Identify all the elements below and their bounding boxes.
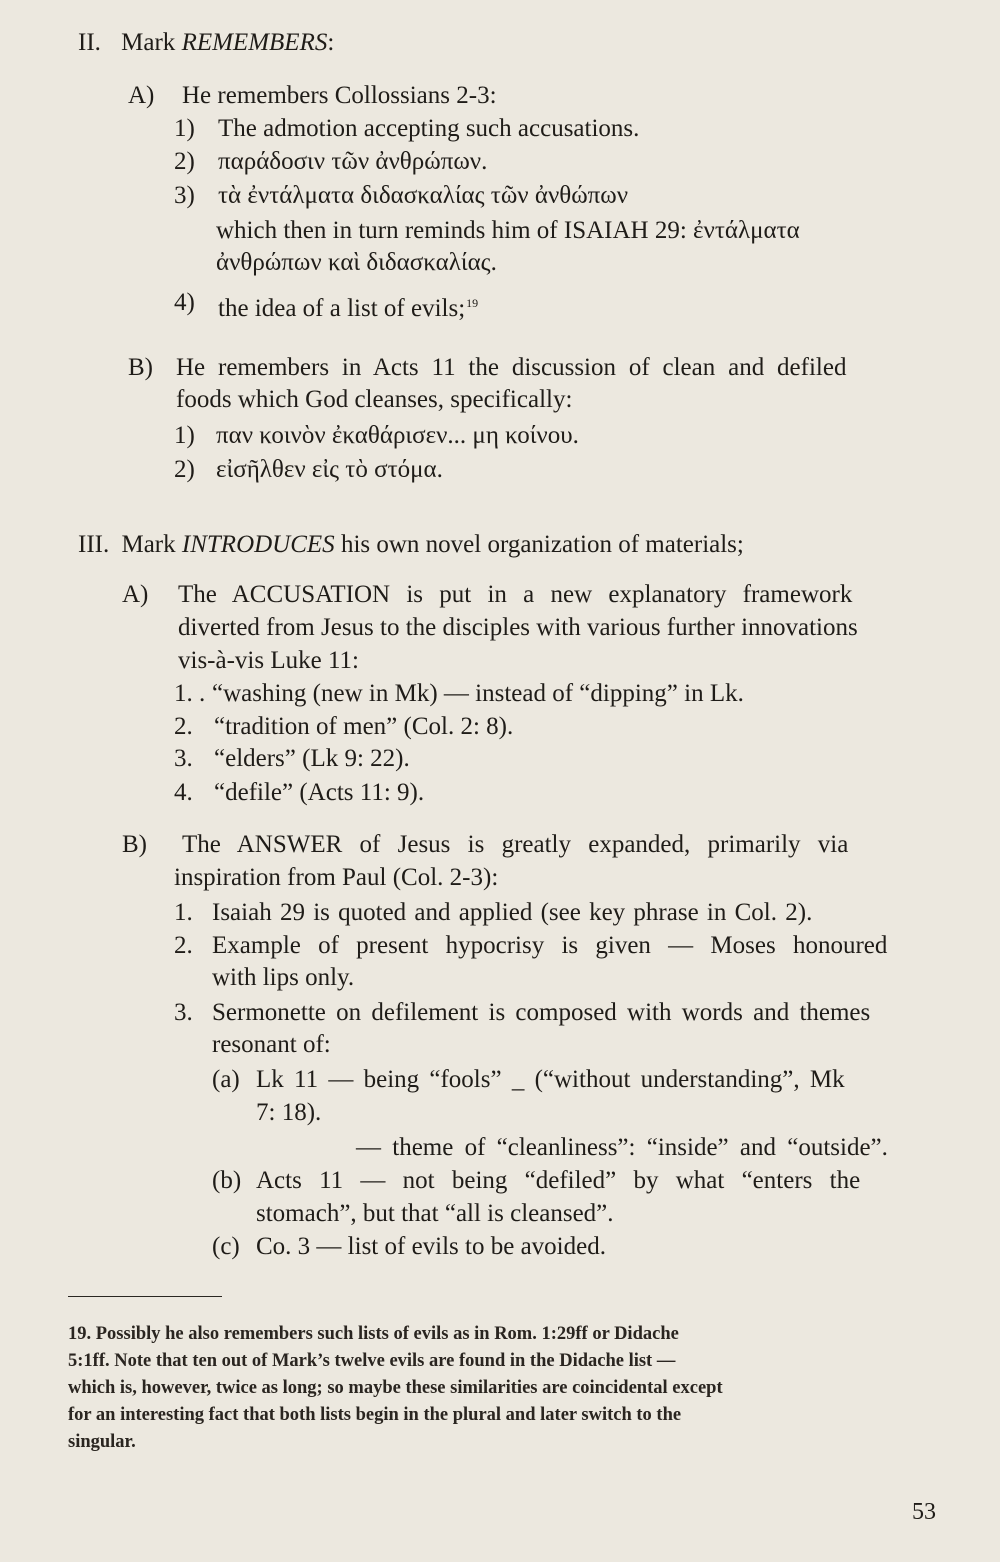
list-marker: 2. — [174, 932, 193, 959]
list-text: Example of present hypocrisy is given — Moses honoured — [212, 932, 888, 959]
list-text: “defile” (Acts 11: 9). — [214, 779, 425, 806]
list-text-continued: with lips only. — [212, 964, 355, 991]
list-text: παράδοσιν τῶν ἀνθρώπων. — [218, 148, 488, 175]
footnote-ref: 19 — [466, 296, 479, 310]
heading-keyword: REMEMBERS — [181, 29, 328, 56]
footnote-line: singular. — [68, 1432, 136, 1452]
footnote-line: 19. Possibly he also remembers such lists of evils as in Rom. 1:29ff or Didache — [68, 1324, 679, 1344]
item-text-continued: inspiration from Paul (Col. 2-3): — [174, 864, 499, 891]
item-text: The ACCUSATION is put in a new explanatory framework — [178, 581, 853, 608]
list-text: τὰ ἐντάλματα διδασκαλίας τῶν ἀνθώπων — [218, 182, 629, 209]
sublist-text: Lk 11 — being “fools” _ (“without understanding”, Mk — [256, 1066, 845, 1093]
list-text: παν κοινὸν ἐκαθάρισεν... μη κοίνου. — [216, 422, 579, 449]
item-marker: A) — [128, 82, 155, 109]
list-marker: 4. — [174, 779, 193, 806]
section-number: III. — [78, 531, 110, 558]
footnote-line: which is, however, twice as long; so maybe these similarities are coincidental except — [68, 1378, 723, 1398]
page-number: 53 — [912, 1499, 936, 1525]
item-text: The ANSWER of Jesus is greatly expanded, primarily via — [182, 831, 849, 858]
heading-lead: Mark — [121, 531, 176, 558]
list-text: Isaiah 29 is quoted and applied (see key phrase in Col. 2). — [212, 899, 813, 926]
list-marker: 1) — [174, 422, 195, 449]
sublist-text-continued: stomach”, but that “all is cleansed”. — [256, 1200, 614, 1227]
sublist-text-continued: — theme of “cleanliness”: “inside” and “outside”. — [356, 1134, 888, 1161]
section-number: II. — [78, 29, 101, 56]
sublist-marker: (a) — [212, 1066, 240, 1093]
heading-colon: : — [327, 29, 335, 56]
list-text: “elders” (Lk 9: 22). — [214, 745, 410, 772]
heading-lead: Mark — [121, 29, 176, 56]
section-2-heading — [78, 28, 334, 58]
list-marker: 2. — [174, 713, 193, 740]
item-marker: B) — [122, 831, 147, 858]
footnote-rule — [68, 1296, 222, 1297]
list-text-continued: ἀνθρώπων καὶ διδασκαλίας. — [216, 249, 497, 276]
item-marker: A) — [122, 581, 149, 608]
footnote-line: for an interesting fact that both lists begin in the plural and later switch to the — [68, 1405, 682, 1425]
list-text: the idea of a list of evils;$^{19}$ — [218, 295, 479, 322]
heading-rest: his own novel organization of materials; — [340, 531, 744, 558]
heading-keyword: INTRODUCES — [181, 531, 335, 558]
list-marker: 4) — [174, 289, 195, 316]
list-marker: 1. — [174, 899, 193, 926]
item-text-continued: foods which God cleanses, specifically: — [176, 386, 573, 413]
list-marker: 3) — [174, 182, 195, 209]
item-text: He remembers Collossians 2-3: — [182, 82, 497, 109]
list-text-continued: which then in turn reminds him of ISAIAH 29: ἐντάλματα — [216, 217, 800, 244]
list-marker: 3. — [174, 745, 193, 772]
list-marker: 1. . — [174, 680, 206, 707]
footnote-line: 5:1ff. Note that ten out of Mark’s twelve evils are found in the Didache list — — [68, 1351, 676, 1371]
list-text: εἰσῆλθεν εἰς τὸ στόμα. — [216, 456, 443, 483]
list-text: The admotion accepting such accusations. — [218, 115, 640, 142]
sublist-text-continued: 7: 18). — [256, 1099, 322, 1126]
list-marker: 1) — [174, 115, 195, 142]
sublist-marker: (b) — [212, 1167, 242, 1194]
list-marker: 3. — [174, 999, 193, 1026]
item-text-continued: diverted from Jesus to the disciples with various further innovations — [178, 614, 858, 641]
list-text: “tradition of men” (Col. 2: 8). — [214, 713, 514, 740]
item-text-continued: vis-à-vis Luke 11: — [178, 647, 359, 674]
list-text: Sermonette on defilement is composed with words and themes — [212, 999, 871, 1026]
sublist-text: Acts 11 — not being “defiled” by what “enters the — [256, 1167, 861, 1194]
list-text-continued: resonant of: — [212, 1031, 331, 1058]
sublist-text: Co. 3 — list of evils to be avoided. — [256, 1233, 606, 1260]
list-marker: 2) — [174, 148, 195, 175]
list-marker: 2) — [174, 456, 195, 483]
sublist-marker: (c) — [212, 1233, 240, 1260]
item-marker: B) — [128, 354, 153, 381]
list-text: “washing (new in Mk) — instead of “dipping” in Lk. — [212, 680, 744, 707]
section-3-heading — [78, 530, 744, 560]
item-text: He remembers in Acts 11 the discussion of clean and defiled — [176, 354, 847, 381]
